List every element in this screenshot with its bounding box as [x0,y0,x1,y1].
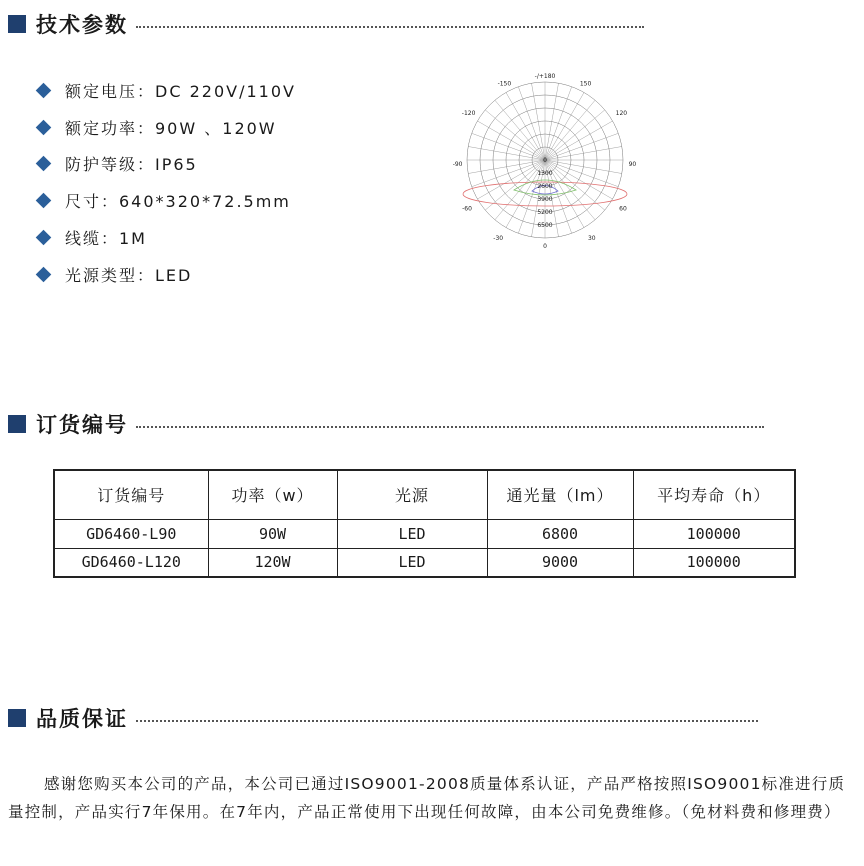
header-light-source: 光源 [337,470,487,519]
spec-size: 尺寸：640*320*72.5mm [65,192,291,212]
section-title: 订货编号 [36,413,128,437]
cell-power: 120W [208,548,337,577]
order-table [53,469,796,578]
angle-label: -/+180 [534,72,556,80]
dotted-divider [136,26,644,28]
angle-label: -30 [493,235,504,242]
cell-lifespan: 100000 [633,548,795,577]
section-marker-icon [8,709,26,727]
section-title: 品质保证 [36,707,128,731]
spec-voltage: 额定电压：DC 220V/110V [65,81,296,101]
light-distribution-polar-diagram [444,70,644,260]
radial-value-label: 5200 [537,209,553,216]
angle-label: 60 [619,205,627,213]
radial-value-label: 0 [543,157,547,164]
table-row [54,548,795,577]
list-item [36,72,296,109]
angle-label: -60 [462,205,472,213]
cell-luminous-flux: 6800 [487,519,633,548]
cell-order-number: GD6460-L120 [54,548,208,577]
table-row [54,519,795,548]
cell-light-source: LED [337,548,487,577]
radial-value-label: 2600 [537,183,553,190]
cell-light-source: LED [337,519,487,548]
header-power: 功率（w） [208,470,337,519]
angle-label: 120 [615,110,628,118]
angle-label: 30 [587,235,596,242]
radial-value-label: 6500 [537,222,553,229]
spec-light-source: 光源类型：LED [65,265,193,285]
diamond-bullet-icon [36,267,52,283]
spec-cable: 线缆：1M [65,229,147,249]
angle-label: -90 [452,160,463,168]
list-item [36,256,296,293]
list-item [36,109,296,146]
header-lifespan: 平均寿命（h） [633,470,795,519]
cell-luminous-flux: 9000 [487,548,633,577]
diamond-bullet-icon [36,83,52,99]
cell-power: 90W [208,519,337,548]
angle-label: -150 [497,80,512,88]
angle-label: -120 [461,110,476,118]
section-title: 技术参数 [36,13,128,37]
angle-label: 90 [628,160,637,168]
radial-value-label: 1300 [537,170,553,177]
list-item [36,182,296,219]
section-header-order [8,412,764,436]
cell-order-number: GD6460-L90 [54,519,208,548]
list-item [36,219,296,256]
table-header-row [54,470,795,519]
section-marker-icon [8,415,26,433]
dotted-divider [136,426,764,428]
angle-label: 0 [543,242,547,250]
dotted-divider [136,720,758,722]
radial-value-label: 3900 [537,196,553,203]
header-order-number: 订货编号 [54,470,208,519]
header-luminous-flux: 通光量（lm） [487,470,633,519]
quality-guarantee-text: 感谢您购买本公司的产品，本公司已通过ISO9001-2008质量体系认证，产品严格按照ISO9001标准进行质量控制，产品实行7年保用。在7年内，产品正常使用下出现任何故障，由本公司免费维修。（免材料费和修理费） [8,775,846,821]
spec-power: 额定功率：90W 、120W [65,118,277,138]
list-item [36,146,296,183]
spec-list [36,72,296,293]
section-header-quality [8,706,758,730]
angle-label: 150 [579,80,592,88]
section-marker-icon [8,15,26,33]
diamond-bullet-icon [36,230,52,246]
diamond-bullet-icon [36,193,52,209]
diamond-bullet-icon [36,119,52,135]
section-header-tech [8,12,644,36]
spec-protection: 防护等级：IP65 [65,155,198,175]
diamond-bullet-icon [36,156,52,172]
cell-lifespan: 100000 [633,519,795,548]
